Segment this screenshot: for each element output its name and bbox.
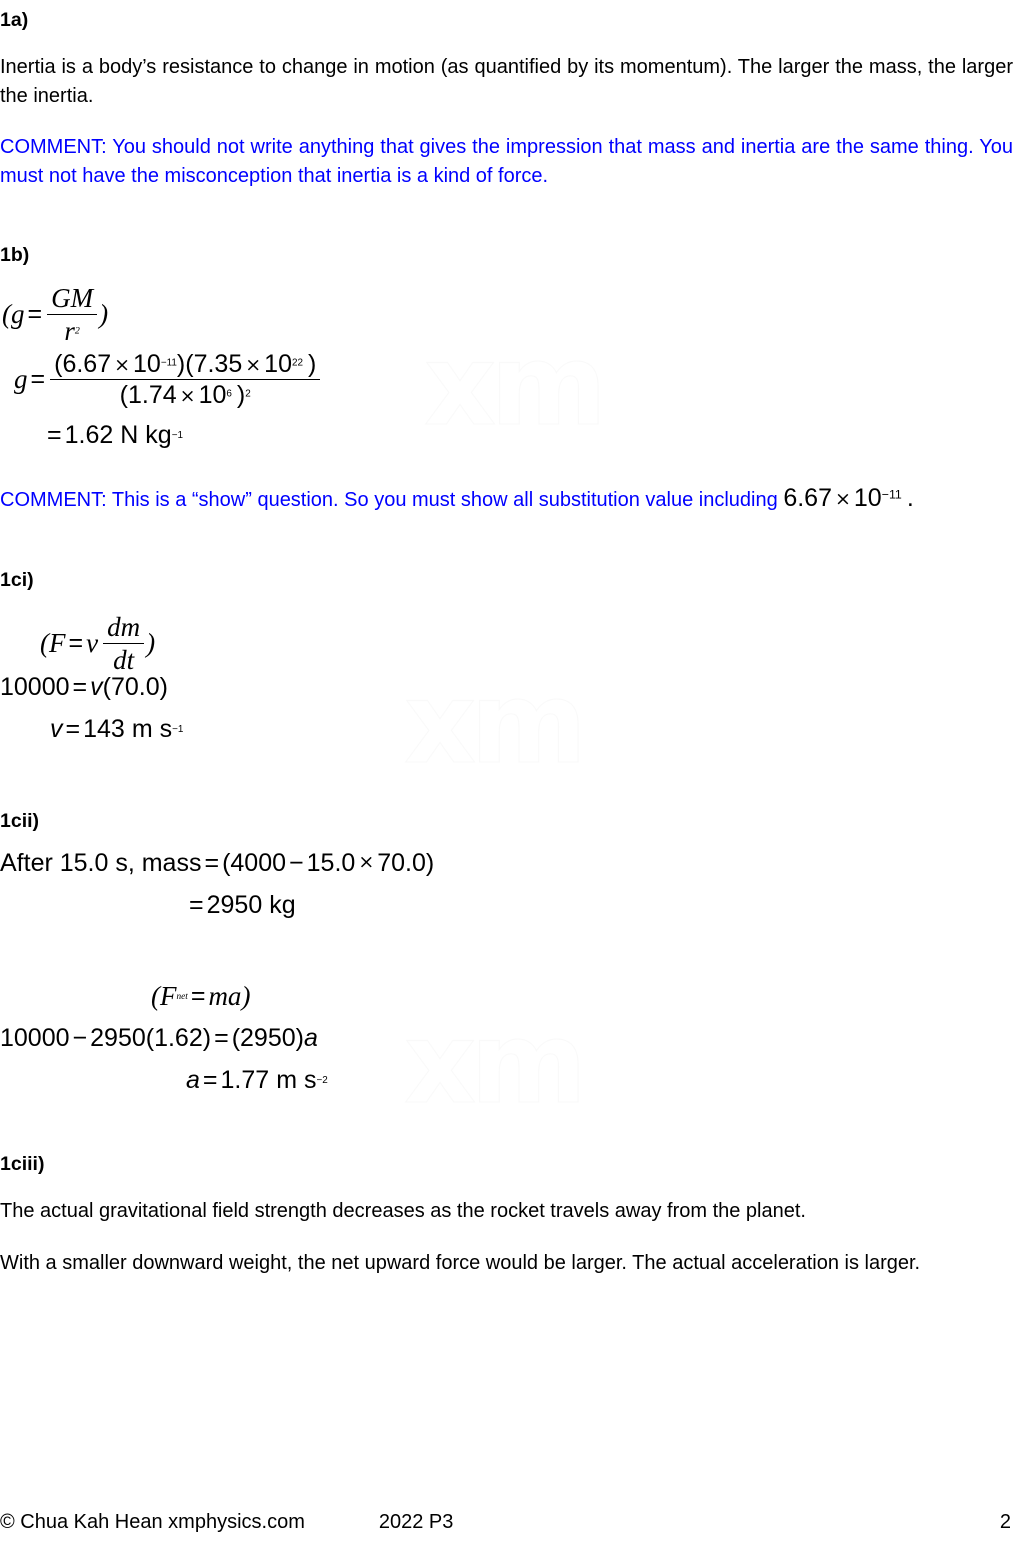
equals-sign: = (27, 300, 43, 329)
equals-sign: = (68, 629, 84, 658)
fraction-substitution (50, 350, 320, 409)
minus-sign: − (72, 1024, 88, 1052)
watermark-xm-logo: xm (424, 321, 601, 451)
paren-close: ) (241, 981, 251, 1011)
paren-close: ) (146, 628, 156, 659)
result-unit: N kg (120, 421, 172, 449)
mass-rate-term: (70.0) (102, 673, 168, 701)
power-two: 2 (245, 388, 251, 400)
section-heading-1b: 1b) (0, 244, 30, 266)
equals-sign: = (204, 849, 220, 877)
formula-reference-1cii-newton-second-law: ( F net = ma ) (151, 981, 251, 1011)
fraction-denominator: $r^2$ (64, 316, 80, 347)
mantissa-r: 1.74 (128, 381, 177, 409)
formula-reference-1b (2, 283, 108, 346)
minus-sign: − (289, 849, 304, 877)
variable-a: a (186, 1066, 200, 1094)
section-1a (0, 8, 1013, 190)
result-value: 1.77 (220, 1066, 270, 1094)
working-line-1cii-force (0, 1026, 318, 1051)
paren-close: ) (99, 299, 109, 330)
fraction-denominator: ($1.74 \times 10^6$ )$^2$ (119, 381, 251, 409)
result-line-1cii-mass (186, 893, 296, 918)
working-line-1b-substitution (14, 350, 322, 409)
working-line-1ci-1 (0, 675, 168, 700)
equals-sign: = (202, 1066, 218, 1094)
exponent-G: −11 (160, 357, 177, 369)
comment-period: . (906, 484, 914, 512)
comment-paragraph-1a: COMMENT: You should not write anything that gives the impression that mass and inertia are the same thing. You must not have the misconception that inertia is a kind of force. (0, 136, 1013, 187)
mass-times-acceleration: ma (208, 981, 242, 1011)
exponent-M: 22 (291, 357, 304, 369)
paren-open: ( (2, 299, 11, 330)
paren-open: ( (151, 981, 160, 1011)
result-value: 143 (83, 715, 125, 743)
comment-paragraph-1b (0, 481, 1013, 517)
result-value: 2950 (206, 891, 263, 919)
result-line-1b: = 1.62 N kg −1 (44, 423, 183, 448)
fraction-numerator: $(6.67 \times 10^{-11})(7.35 \times 10^{22}$ ) (50, 350, 320, 380)
mass-label: After 15.0 s, mass (0, 849, 202, 877)
mass-term: (2950) (231, 1024, 304, 1052)
mass-rate-value: 70.0) (377, 849, 435, 877)
exponent: 2 (74, 325, 80, 337)
weight-term: 2950(1.62) (90, 1024, 212, 1052)
result-value: 1.62 (64, 421, 114, 449)
equals-sign: = (189, 891, 204, 919)
watermark-xm-logo: xm (404, 659, 581, 789)
footer-copyright-credit: © Chua Kah Hean xmphysics.com (0, 1511, 305, 1533)
equals-sign: = (190, 982, 206, 1010)
exponent-r: 6 (226, 388, 232, 400)
answer-paragraph-1a: Inertia is a body’s resistance to change in motion (as quantified by its momentum). The larger the mass, the larger the inertia. (0, 56, 1013, 107)
variable-v: v (86, 628, 99, 659)
variable-v: v (90, 673, 103, 701)
footer-paper-label: 2022 P3 (378, 1511, 454, 1533)
variable-F: F (160, 981, 177, 1011)
section-heading-1cii: 1cii) (0, 810, 40, 832)
thrust-force-value: 10000 (0, 673, 70, 701)
result-unit: m s (276, 1066, 317, 1094)
variable-a: a (303, 1024, 318, 1052)
result-line-1ci: v = 143 m s −1 (50, 715, 184, 743)
watermark-xm-logo: xm (404, 999, 581, 1129)
page-footer (0, 1509, 1015, 1535)
variable-g: g (14, 364, 28, 394)
result-unit: kg (269, 891, 296, 919)
result-unit: m s (131, 715, 173, 743)
comment-text: COMMENT: This is a “show” question. So you must show all substitution value including (0, 489, 784, 511)
expression-open: (4000 (222, 849, 287, 877)
section-heading-1a: 1a) (0, 9, 29, 31)
variable-v: v (50, 715, 63, 743)
answer-paragraph-1ciii-1: The actual gravitational field strength decreases as the rocket travels away from the planet. (0, 1200, 806, 1223)
mantissa-G: 6.67 (62, 350, 112, 378)
footer-page-number: 2 (999, 1511, 1011, 1533)
section-heading-1ciii: 1ciii) (0, 1153, 45, 1175)
fraction-denominator: dt (113, 645, 135, 676)
section-1ciii (0, 1152, 1013, 1277)
paren-open: ( (40, 628, 49, 659)
result-line-1cii-acceleration: a = 1.77 m s −2 (186, 1066, 328, 1094)
working-line-1cii-mass (0, 851, 434, 876)
variable-F: F (49, 628, 66, 659)
fraction-dm-over-dt (103, 612, 144, 675)
section-heading-1ci: 1ci) (0, 569, 34, 591)
equals-sign: = (30, 365, 46, 393)
variable-g: g (11, 299, 25, 330)
thrust-force-value: 10000 (0, 1024, 70, 1052)
equals-sign: = (214, 1024, 229, 1052)
multiplication-sign: × (358, 851, 375, 873)
fraction-numerator: GM (47, 283, 97, 315)
equals-sign: = (72, 673, 88, 701)
fraction-numerator: dm (103, 612, 144, 644)
fraction-gm-over-r-squared (47, 283, 97, 346)
inline-math-gravitational-constant: $6.67 \times 10^{-11}$ (783, 484, 902, 512)
equals-sign: = (47, 421, 62, 449)
mantissa-M: 7.35 (193, 350, 243, 378)
answer-paragraph-1ciii-2: With a smaller downward weight, the net upward force would be larger. The actual acceleration is larger. (0, 1251, 921, 1274)
equals-sign: = (65, 715, 81, 743)
formula-reference-1ci (40, 612, 155, 675)
time-value: 15.0 (306, 849, 356, 877)
